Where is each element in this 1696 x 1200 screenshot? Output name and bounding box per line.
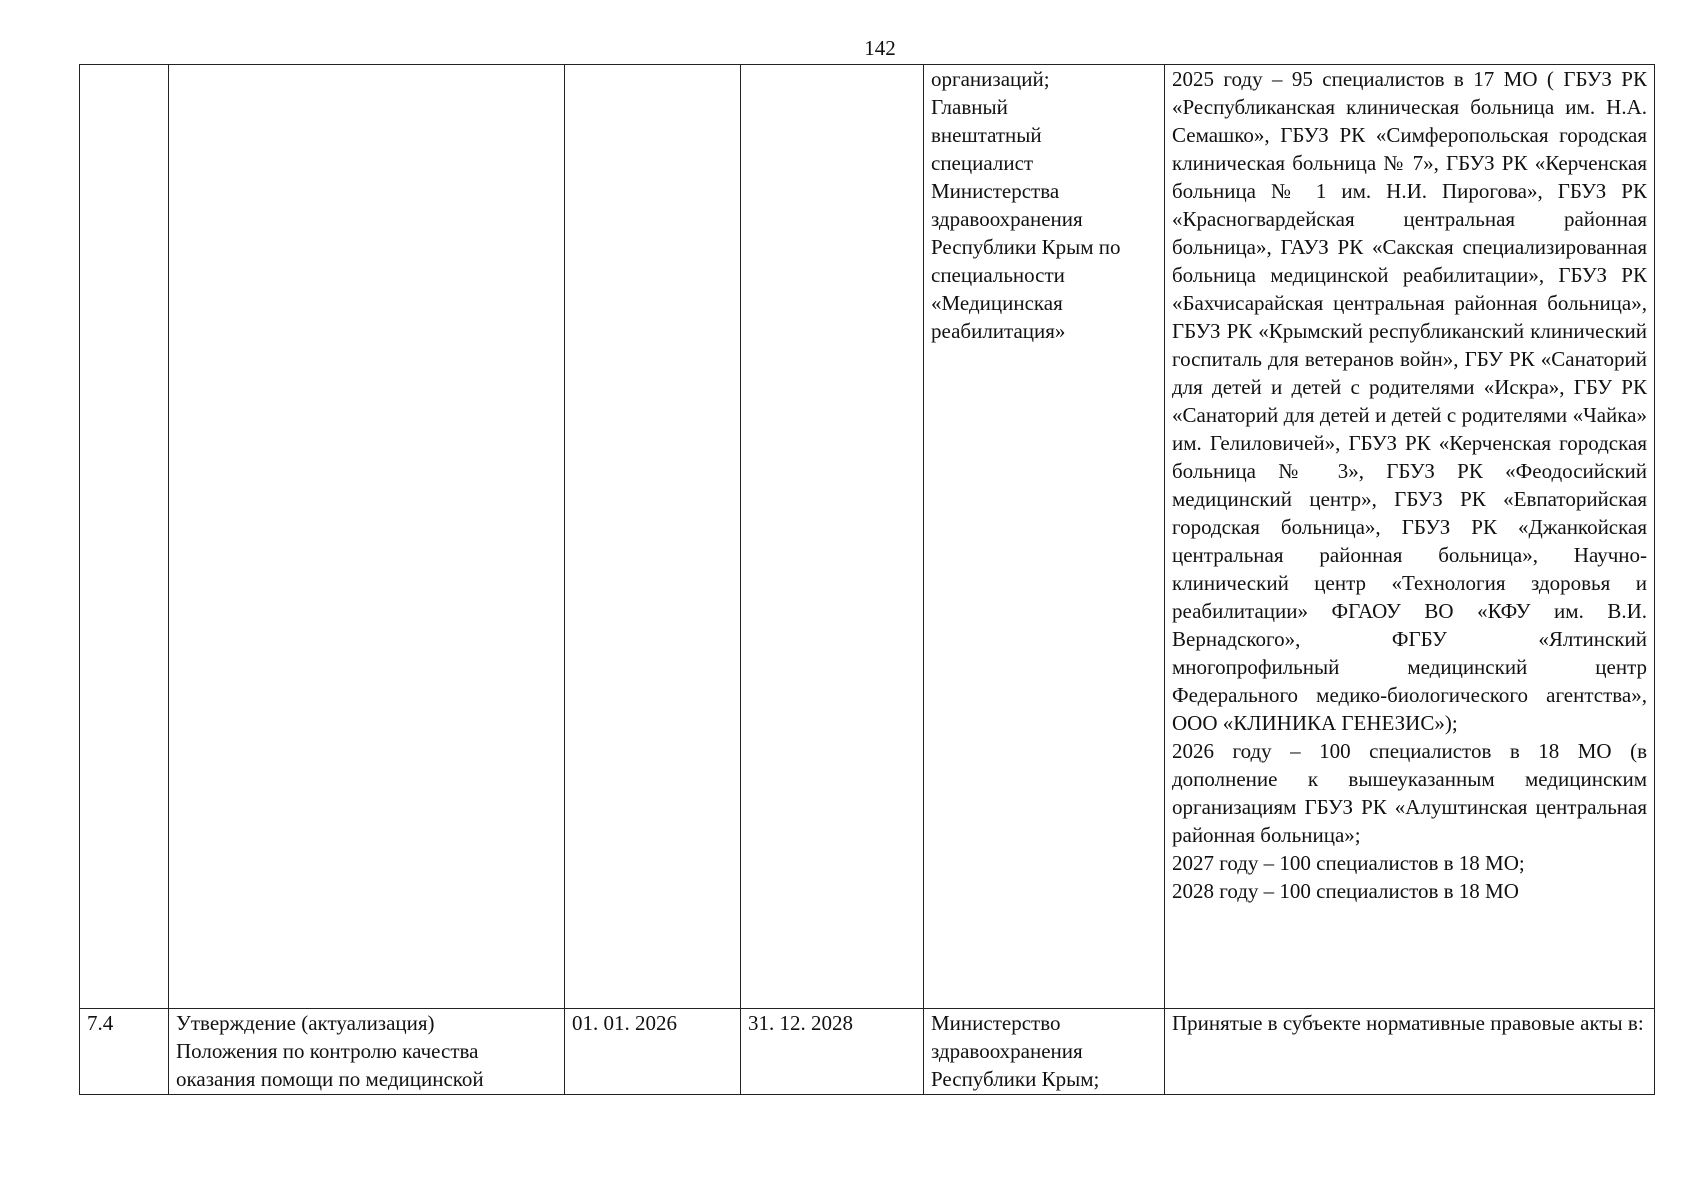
responsible-line: здравоохранения: [931, 207, 1083, 231]
cell-number: [80, 65, 169, 1009]
activity-name-line: Положения по контролю качества: [176, 1039, 479, 1063]
responsible-line: реабилитация»: [931, 319, 1066, 343]
responsible-line: специальности: [931, 263, 1065, 287]
result-paragraph: 2028 году – 100 специалистов в 18 МО: [1172, 879, 1519, 903]
responsible-line: Министерства: [931, 179, 1060, 203]
responsible-line: Главный: [931, 95, 1008, 119]
cell-activity-name: [169, 1009, 565, 1095]
activity-name-line: оказания помощи по медицинской: [176, 1067, 484, 1091]
cell-end-date: 31. 12. 2028: [741, 1009, 924, 1095]
cell-responsible: [924, 65, 1165, 1009]
cell-start-date: 01. 01. 2026: [565, 1009, 741, 1095]
cell-number: 7.4: [80, 1009, 169, 1095]
cell-result: [1165, 65, 1655, 1009]
table-row-7-4: [80, 1009, 1655, 1095]
result-paragraph: 2026 году – 100 специалистов в 18 МО (в дополнение к вышеуказанным медицинским организациям ГБУЗ РК «Алуштинская центральная районная больница»;: [1172, 739, 1647, 847]
cell-start-date: [565, 65, 741, 1009]
page-number: 142: [864, 36, 896, 60]
responsible-line: организаций;: [931, 67, 1050, 91]
responsible-line: внештатный: [931, 123, 1042, 147]
responsible-line: Республики Крым по: [931, 235, 1121, 259]
table-row-continuation: [80, 65, 1655, 1009]
result-paragraph: 2027 году – 100 специалистов в 18 МО;: [1172, 851, 1525, 875]
result-paragraph: Принятые в субъекте нормативные правовые акты в:: [1172, 1011, 1644, 1035]
cell-end-date: [741, 65, 924, 1009]
responsible-line: специалист: [931, 151, 1034, 175]
cell-responsible: [924, 1009, 1165, 1095]
activity-name-line: Утверждение (актуализация): [176, 1011, 435, 1035]
responsible-line: «Медицинская: [931, 291, 1063, 315]
responsible-line: здравоохранения: [931, 1039, 1083, 1063]
activities-table: [79, 64, 1655, 1095]
result-paragraph: 2025 году – 95 специалистов в 17 МО ( ГБУЗ РК «Республиканская клиническая больница им. Н.А. Семашко», ГБУЗ РК «Симферопольская городская клиническая больница № 7», ГБУЗ РК «Керченская больница № 1 им. Н.И. Пирогова», ГБУЗ РК «Красногвардейская центральная районная больница», ГАУЗ РК «Сакская специализированная больница медицинской реабилитации», ГБУЗ РК «Бахчисарайская центральная районная больница», ГБУЗ РК «Крымский республиканский клинический госпиталь для ветеранов войн», ГБУ РК «Санаторий для детей и детей с родителями «Искра», ГБУ РК «Санаторий для детей и детей с родителями «Чайка» им. Гелиловичей», ГБУЗ РК «Керченская городская больница № 3», ГБУЗ РК «Феодосийский медицинский центр», ГБУЗ РК «Евпаторийская городская больница», ГБУЗ РК «Джанкойская центральная районная больница», Научно-клинический центр «Технология здоровья и реабилитации» ФГАОУ ВО «КФУ им. В.И. Вернадского», ФГБУ «Ялтинский многопрофильный медицинский центр Федерального медико-биологического агентства», ООО «КЛИНИКА ГЕНЕЗИС»);: [1172, 67, 1647, 735]
cell-activity-name: [169, 65, 565, 1009]
responsible-line: Республики Крым;: [931, 1067, 1100, 1091]
cell-result: [1165, 1009, 1655, 1095]
responsible-line: Министерство: [931, 1011, 1061, 1035]
